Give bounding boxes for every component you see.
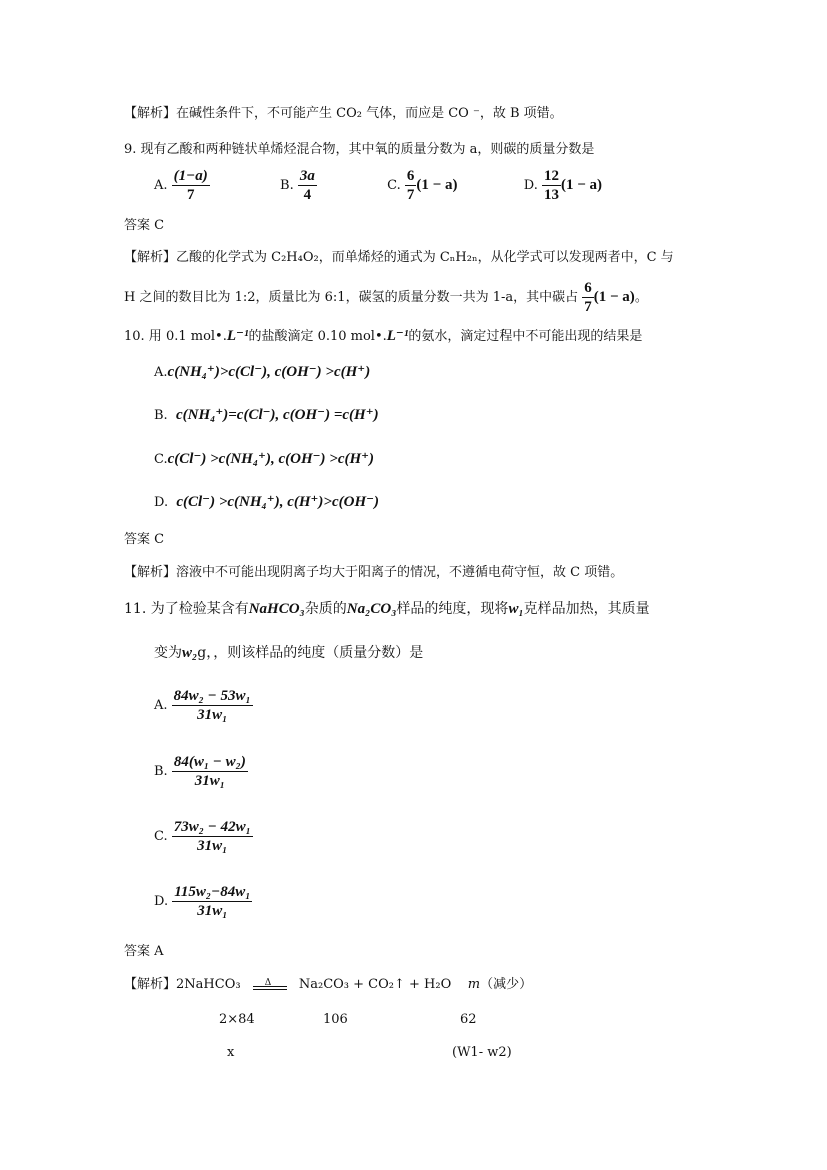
carbon-fraction: $\frac{6}{7}$ xyxy=(584,280,592,315)
equation-row-1-b: 106 xyxy=(323,1012,348,1027)
question-10-answer: 答案 C xyxy=(124,532,165,547)
explanation-text: 在碱性条件下，不可能产生 CO₂ 气体，而应是 CO ⁻，故 B 项错。 xyxy=(176,106,563,121)
option-a-label: A. xyxy=(154,178,168,193)
option-a-fraction: $\frac{(1-a)}{7}$ xyxy=(173,168,208,203)
equation-row-2-c: (W1- w2) xyxy=(452,1045,512,1060)
question-11-option-d: D. $\frac{\text{115w₂−84w₁}}{\text{31w₁}}$ xyxy=(154,884,251,919)
question-11-stem-2: 变为w₂g，，则该样品的纯度（质量分数）是 xyxy=(154,645,424,661)
question-9-explanation-2: H 之间的数目比为 1:2，质量比为 6:1，碳氢的质量分数一共为 1-a，其中碳占 $\frac{6}{7}$ (1 − a)。 xyxy=(124,280,648,315)
question-9-stem: 9. 现有乙酸和两种链状单烯烃混合物，其中氧的质量分数为 a，则碳的质量分数是 xyxy=(124,142,595,157)
option-d-fraction: $\frac{12}{13}$ xyxy=(543,168,559,203)
question-9-explanation-1: 【解析】乙酸的化学式为 C₂H₄O₂，而单烯烃的通式为 CₙH₂ₙ，从化学式可以发现两者中，C 与 xyxy=(124,250,674,265)
equation-row-1-a: 2×84 xyxy=(219,1012,255,1027)
question-10-stem: 10. 用 0.1 mol•.L⁻¹的盐酸滴定 0.10 mol•.L⁻¹的氨水，滴定过程中不可能出现的结果是 xyxy=(124,328,643,344)
question-9-options xyxy=(154,168,602,203)
question-11-option-a: A. $\frac{\text{84w₂ − 53w₁}}{\text{31w₁}}$ xyxy=(154,688,251,723)
option-d-label: D. xyxy=(523,178,538,193)
option-b-label: B. xyxy=(280,178,294,193)
equation-row-1-c: 62 xyxy=(460,1012,477,1027)
option-c-fraction: $\frac{6}{7}$ xyxy=(406,168,415,203)
question-10-option-c: C.c(Cl⁻) >c(NH₄⁺), c(OH⁻) >c(H⁺) xyxy=(154,451,375,467)
question-11-answer: 答案 A xyxy=(124,944,164,959)
question-10-option-a: A.c(NH₄⁺)>c(Cl⁻), c(OH⁻) >c(H⁺) xyxy=(154,364,371,380)
option-c-tail: (1 − a) xyxy=(416,177,458,193)
question-11-option-b: B. $\frac{\text{84(w₁ − w₂)}}{\text{31w₁}}$ xyxy=(154,754,246,789)
question-10-option-d: D. c(Cl⁻) >c(NH₄⁺), c(H⁺)>c(OH⁻) xyxy=(154,494,380,510)
question-11-equation: 【解析】2NaHCO₃ Δ Na₂CO₃ + CO₂↑ + H₂O m（减少） xyxy=(124,977,533,992)
question-10-explanation: 【解析】溶液中不可能出现阴离子均大于阳离子的情况，不遵循电荷守恒，故 C 项错。 xyxy=(124,565,624,580)
question-11-stem-1: 11. 为了检验某含有NaHCO₃杂质的Na₂CO₃样品的纯度，现将w₁克样品加热，其质量 xyxy=(124,601,650,617)
question-11-option-c: C. $\frac{\text{73w₂ − 42w₁}}{\text{31w₁}}$ xyxy=(154,819,251,854)
explanation-tag: 【解析】 xyxy=(124,106,177,121)
equation-row-2-a: x xyxy=(227,1045,235,1060)
question-10-option-b: B. c(NH₄⁺)=c(Cl⁻), c(OH⁻) =c(H⁺) xyxy=(154,407,379,423)
option-c-label: C. xyxy=(387,178,401,193)
explanation-line xyxy=(124,105,563,123)
option-b-fraction: $\frac{3a}{4}$ xyxy=(299,168,315,203)
question-9-answer: 答案 C xyxy=(124,218,165,233)
heat-arrow-icon: Δ xyxy=(253,978,287,992)
option-d-tail: (1 − a) xyxy=(560,177,603,193)
